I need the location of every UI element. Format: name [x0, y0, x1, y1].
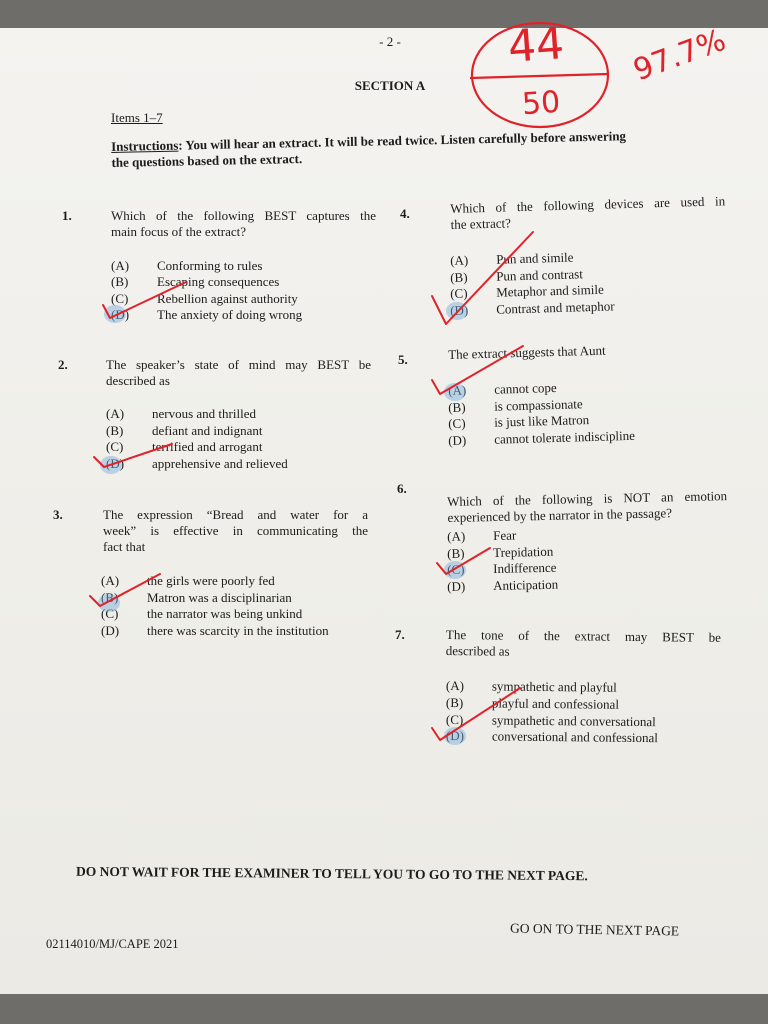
answer-option [111, 258, 262, 274]
answer-option [106, 406, 256, 422]
answer-option [446, 712, 656, 730]
question-number: 3. [53, 507, 63, 522]
question-stem-line: The expression “Bread and water for a [103, 507, 368, 522]
option-text: Anticipation [492, 576, 559, 593]
answer-option [446, 695, 619, 713]
answer-option [447, 543, 554, 561]
question-stem-line: The extract suggests that Aunt [448, 342, 606, 362]
question-number: 5. [398, 352, 408, 367]
paper-code: 02114010/MJ/CAPE 2021 [46, 937, 179, 951]
option-letter: (D) [447, 578, 466, 594]
option-text: conversational and confessional [491, 728, 659, 746]
option-letter: (C) [445, 711, 464, 727]
pencil-bubble [446, 302, 468, 320]
question-stem [106, 357, 371, 389]
option-letter: (D) [450, 301, 469, 318]
question-stem-line: experienced by the narrator in the passage? [447, 505, 673, 525]
pencil-bubble [444, 383, 466, 401]
grade-percent: 97.7% [628, 22, 731, 89]
option-text: Trepidation [492, 543, 554, 560]
question-number: 4. [400, 206, 410, 221]
question-stem-line: Which of the following devices are used in [450, 193, 726, 216]
question-stem-line: Which of the following is NOT an emotion [447, 488, 728, 509]
option-letter: (B) [111, 274, 129, 290]
option-letter: (D) [101, 622, 120, 638]
question-stem [111, 208, 376, 240]
option-text: the girls were poorly fed [147, 573, 275, 588]
option-letter: (D) [448, 431, 467, 448]
answer-option [111, 307, 302, 323]
question-stem-line: main focus of the extract? [111, 224, 246, 239]
option-text: Contrast and metaphor [495, 297, 615, 317]
option-text: Rebellion against authority [157, 290, 298, 306]
option-text: is compassionate [493, 395, 583, 414]
answer-option [446, 678, 617, 696]
option-letter: (C) [111, 290, 129, 306]
question-stem-line: week” is effective in communicating the [103, 523, 368, 538]
answer-option [106, 439, 262, 455]
option-letter: (C) [448, 415, 466, 431]
go-on-text: GO ON TO THE NEXT PAGE [509, 920, 680, 939]
question-stem-line: described as [445, 642, 510, 659]
question-number: 7. [395, 627, 405, 642]
answer-option [111, 291, 298, 307]
items-label: Items 1–7 [111, 110, 163, 125]
option-letter: (B) [445, 694, 464, 710]
option-letter: (A) [101, 573, 120, 588]
instructions-label: Instructions [111, 137, 179, 154]
option-letter: (A) [448, 382, 467, 398]
pencil-bubble [104, 305, 126, 323]
answer-option [447, 528, 516, 545]
question-number: 1. [62, 208, 72, 223]
question-stem [446, 627, 721, 662]
option-letter: (A) [450, 252, 469, 268]
question-stem [103, 507, 368, 555]
option-letter: (B) [447, 545, 465, 561]
answer-option [106, 423, 262, 439]
option-letter: (C) [447, 561, 465, 577]
answer-option [101, 573, 275, 589]
option-letter: (D) [445, 728, 465, 744]
option-text: playful and confessional [491, 695, 620, 712]
option-letter: (A) [445, 678, 465, 694]
option-text: cannot cope [493, 379, 557, 397]
option-letter: (A) [111, 258, 130, 273]
option-letter: (B) [101, 589, 119, 605]
option-letter: (D) [111, 306, 130, 322]
option-text: nervous and thrilled [152, 406, 256, 421]
answer-option [111, 274, 279, 290]
section-title: SECTION A [354, 78, 426, 93]
instructions-text-2: the questions based on the extract. [111, 151, 303, 170]
answer-option [446, 728, 658, 746]
grade-score: 44 [506, 18, 566, 73]
option-letter: (C) [106, 439, 124, 454]
option-text: cannot tolerate indiscipline [493, 427, 636, 447]
pencil-bubble [444, 561, 466, 579]
option-text: sympathetic and conversational [491, 712, 656, 729]
option-text: Escaping consequences [157, 274, 280, 290]
option-text: terrified and arrogant [152, 439, 263, 454]
question-stem-line: Which of the following BEST captures the [111, 208, 376, 223]
option-text: defiant and indignant [152, 422, 263, 438]
option-text: Pun and simile [495, 249, 574, 267]
question-number: 6. [397, 481, 407, 496]
option-letter: (C) [450, 285, 468, 301]
option-text: sympathetic and playful [491, 678, 617, 695]
option-text: the narrator was being unkind [147, 606, 303, 621]
answer-option [101, 606, 302, 622]
option-text: Metaphor and simile [495, 281, 604, 300]
option-letter: (B) [106, 422, 124, 438]
pencil-bubble [100, 456, 122, 474]
instructions-text: : You will hear an extract. It will be read twice. Listen carefully before answering [178, 128, 627, 153]
question-stem-line: described as [106, 373, 170, 388]
option-text: is just like Matron [493, 412, 590, 430]
option-text: apprehensive and relieved [152, 455, 288, 471]
option-letter: (C) [101, 606, 119, 621]
option-letter: (A) [447, 528, 466, 544]
question-stem-line: fact that [103, 539, 146, 554]
option-text: there was scarcity in the institution [147, 622, 329, 638]
answer-option [101, 590, 292, 606]
option-letter: (D) [106, 455, 125, 471]
option-text: Pun and contrast [495, 265, 584, 284]
answer-option [101, 623, 329, 639]
option-text: Indifference [492, 559, 557, 577]
option-text: Conforming to rules [157, 258, 263, 273]
grade-total: 50 [520, 84, 562, 123]
question-stem-line: The speaker’s state of mind may BEST be [106, 357, 371, 372]
pencil-bubble [98, 594, 120, 612]
option-letter: (A) [106, 406, 125, 421]
option-text: The anxiety of doing wrong [157, 306, 303, 322]
option-text: Matron was a disciplinarian [147, 589, 292, 605]
warning-text: DO NOT WAIT FOR THE EXAMINER TO TELL YOU TO GO TO THE NEXT PAGE. [75, 863, 588, 884]
question-stem [447, 488, 728, 526]
pencil-bubble [444, 727, 466, 745]
answer-option [106, 456, 288, 472]
question-stem-line: The tone of the extract may BEST be [445, 627, 721, 645]
option-letter: (B) [448, 399, 466, 415]
answer-option [447, 576, 558, 594]
question-stem-line: the extract? [450, 215, 512, 232]
question-number: 2. [58, 357, 68, 372]
option-letter: (B) [450, 269, 468, 285]
page-number: - 2 - [379, 34, 401, 49]
option-text: Fear [492, 527, 517, 544]
